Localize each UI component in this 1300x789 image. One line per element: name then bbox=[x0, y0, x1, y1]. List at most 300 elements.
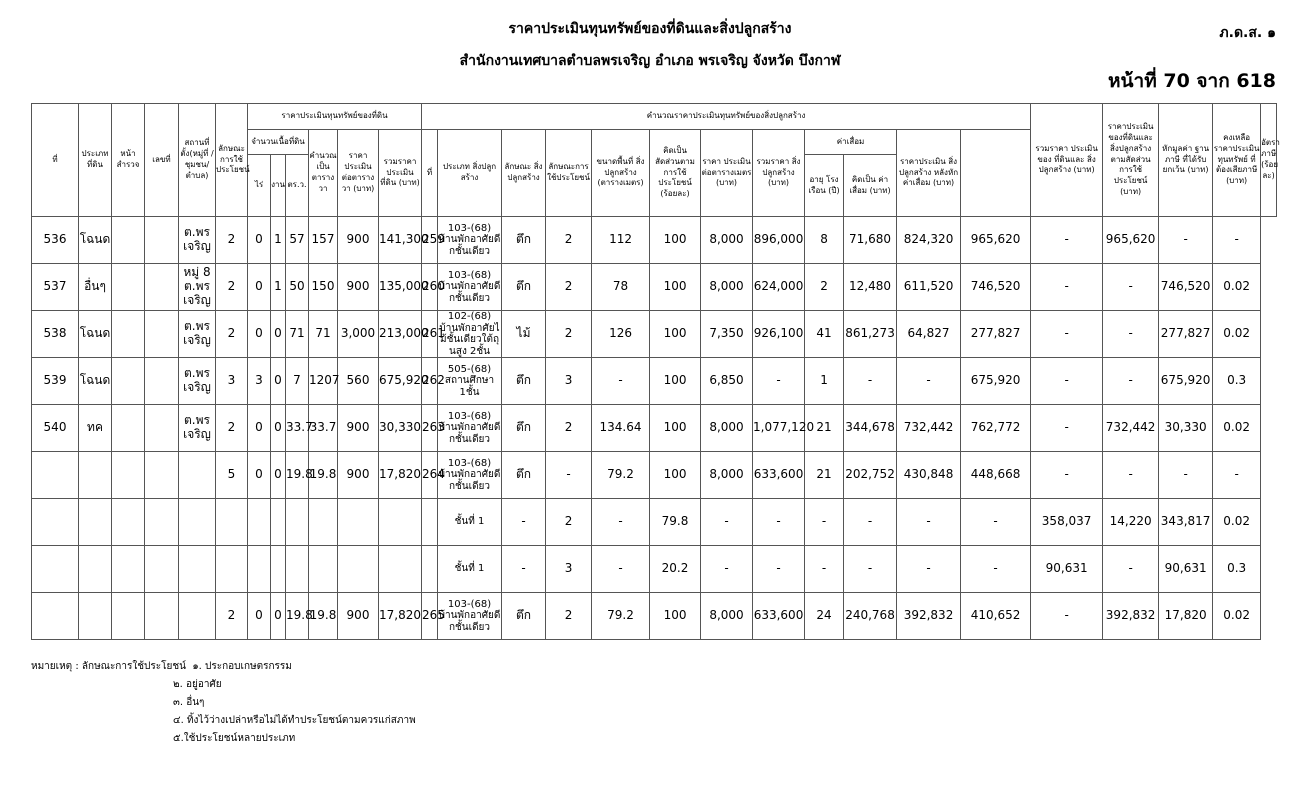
cell-tax-rate: 0.02 bbox=[1213, 593, 1261, 640]
cell-usage-percent: 79.8 bbox=[650, 499, 701, 546]
cell-rai: 0 bbox=[248, 452, 271, 499]
col-rai: ไร่ bbox=[248, 155, 271, 217]
cell-land-total: 675,920 bbox=[379, 358, 422, 405]
cell-price-per-sqwa: 900 bbox=[338, 217, 379, 264]
cell-rai: 0 bbox=[248, 593, 271, 640]
footnotes bbox=[31, 658, 416, 748]
cell-building-kind: ตึก bbox=[502, 452, 546, 499]
cell-usage-percent: 100 bbox=[650, 264, 701, 311]
cell-building-no: 261 bbox=[422, 311, 438, 358]
cell-land-total: 135,000 bbox=[379, 264, 422, 311]
cell-building-area: 112 bbox=[592, 217, 650, 264]
col-usage-percent: คิดเป็น สัดส่วนตาม การใช้ ประโยชน์ (ร้อยละ) bbox=[650, 130, 701, 217]
cell-price-per-sqwa: 900 bbox=[338, 452, 379, 499]
cell-no bbox=[32, 452, 79, 499]
table-row bbox=[32, 358, 1277, 405]
cell-ngan bbox=[271, 546, 286, 593]
cell-land-total bbox=[379, 499, 422, 546]
cell-grand-total: 448,668 bbox=[961, 452, 1031, 499]
col-deduction: หักมูลค่า ฐานภาษี ที่ได้รับ ยกเว้น (บาท) bbox=[1159, 104, 1213, 217]
col-building-kind: ลักษณะ สิ่งปลูกสร้าง bbox=[502, 130, 546, 217]
cell-taxable: 343,817 bbox=[1159, 499, 1213, 546]
cell-ngan bbox=[271, 499, 286, 546]
table-row bbox=[32, 405, 1277, 452]
cell-depreciation: 71,680 bbox=[844, 217, 897, 264]
page-number: หน้าที่ 70 จาก 618 bbox=[1108, 70, 1276, 92]
cell-wa bbox=[286, 499, 309, 546]
cell-usage-percent: 20.2 bbox=[650, 546, 701, 593]
cell-usage: 2 bbox=[216, 593, 248, 640]
cell-price-per-sqwa: 900 bbox=[338, 593, 379, 640]
cell-number bbox=[145, 499, 179, 546]
cell-building-kind: ตึก bbox=[502, 264, 546, 311]
cell-number bbox=[145, 593, 179, 640]
cell-survey-page bbox=[112, 546, 145, 593]
cell-usage: 2 bbox=[216, 264, 248, 311]
footnote-item: ๓. อื่นๆ bbox=[173, 697, 205, 708]
footnote-item: ๔. ทิ้งไว้ว่างเปล่าหรือไม่ได้ทำประโยชน์ตามควรแก่สภาพ bbox=[173, 715, 416, 726]
cell-rai: 0 bbox=[248, 405, 271, 452]
cell-usage-percent: 100 bbox=[650, 311, 701, 358]
cell-price-per-sqm: 7,350 bbox=[701, 311, 753, 358]
cell-rai bbox=[248, 499, 271, 546]
cell-building-no: 260 bbox=[422, 264, 438, 311]
cell-survey-page bbox=[112, 405, 145, 452]
col-wa: ตร.ว. bbox=[286, 155, 309, 217]
col-no: ที่ bbox=[32, 104, 79, 217]
cell-building-area: - bbox=[592, 546, 650, 593]
cell-building-total: 633,600 bbox=[753, 593, 805, 640]
cell-age: 21 bbox=[805, 452, 844, 499]
cell-usage bbox=[216, 499, 248, 546]
cell-building-no bbox=[422, 546, 438, 593]
cell-building-total: 896,000 bbox=[753, 217, 805, 264]
cell-building-usage: 2 bbox=[546, 311, 592, 358]
cell-wa bbox=[286, 546, 309, 593]
cell-building-usage: 2 bbox=[546, 499, 592, 546]
cell-building-kind: ตึก bbox=[502, 593, 546, 640]
cell-price-per-sqwa: 900 bbox=[338, 264, 379, 311]
cell-land-type bbox=[79, 593, 112, 640]
cell-ngan: 0 bbox=[271, 311, 286, 358]
col-land-total: รวมราคา ประเมิน ที่ดิน (บาท) bbox=[379, 130, 422, 217]
cell-tax-rate: 0.02 bbox=[1213, 311, 1261, 358]
col-price-per-sqwa: ราคา ประเมิน ต่อตารางวา (บาท) bbox=[338, 130, 379, 217]
cell-age: 1 bbox=[805, 358, 844, 405]
cell-number bbox=[145, 452, 179, 499]
cell-age: 2 bbox=[805, 264, 844, 311]
table-row bbox=[32, 311, 1277, 358]
cell-rai: 0 bbox=[248, 217, 271, 264]
cell-wa: 19.8 bbox=[286, 452, 309, 499]
cell-building-no: 264 bbox=[422, 452, 438, 499]
cell-number bbox=[145, 546, 179, 593]
document-title: ราคาประเมินทุนทรัพย์ของที่ดินและสิ่งปลูกสร้าง bbox=[508, 21, 792, 37]
cell-building-kind: - bbox=[502, 546, 546, 593]
cell-building-area: - bbox=[592, 499, 650, 546]
cell-price-per-sqwa: 900 bbox=[338, 405, 379, 452]
cell-location bbox=[179, 499, 216, 546]
cell-wa: 7 bbox=[286, 358, 309, 405]
cell-wa: 19.8 bbox=[286, 593, 309, 640]
cell-building-type: 103-(68) บ้านพักอาศัยดี กชั้นเดียว bbox=[438, 593, 502, 640]
cell-building-type: 103-(68) บ้านพักอาศัยดี กชั้นเดียว bbox=[438, 217, 502, 264]
col-taxable: คงเหลือ ราคาประเมิน ทุนทรัพย์ ที่ต้องเสียภาษี (บาท) bbox=[1213, 104, 1261, 217]
cell-survey-page bbox=[112, 264, 145, 311]
cell-no bbox=[32, 499, 79, 546]
footnote-item: ๕.ใช้ประโยชน์หลายประเภท bbox=[173, 733, 296, 744]
cell-building-net: 824,320 bbox=[897, 217, 961, 264]
cell-taxable: 746,520 bbox=[1159, 264, 1213, 311]
cell-no: 536 bbox=[32, 217, 79, 264]
cell-grand-total: - bbox=[961, 546, 1031, 593]
cell-age: 21 bbox=[805, 405, 844, 452]
cell-building-usage: 3 bbox=[546, 358, 592, 405]
cell-deduction: 14,220 bbox=[1103, 499, 1159, 546]
table-row bbox=[32, 593, 1277, 640]
cell-location bbox=[179, 546, 216, 593]
col-building-area: ขนาดพื้นที่ สิ่งปลูกสร้าง (ตารางเมตร) bbox=[592, 130, 650, 217]
cell-sqwa bbox=[309, 499, 338, 546]
cell-building-net: - bbox=[897, 499, 961, 546]
cell-price-per-sqm: - bbox=[701, 546, 753, 593]
cell-building-total: 624,000 bbox=[753, 264, 805, 311]
cell-land-total: 141,300 bbox=[379, 217, 422, 264]
col-depreciation: คิดเป็น ค่าเสื่อม (บาท) bbox=[844, 155, 897, 217]
cell-price-per-sqwa: 560 bbox=[338, 358, 379, 405]
col-land-type: ประเภท ที่ดิน bbox=[79, 104, 112, 217]
cell-ngan: 0 bbox=[271, 358, 286, 405]
cell-price-per-sqm: 6,850 bbox=[701, 358, 753, 405]
cell-building-type: 103-(68) บ้านพักอาศัยดี กชั้นเดียว bbox=[438, 452, 502, 499]
cell-building-usage: 2 bbox=[546, 405, 592, 452]
cell-building-net: 430,848 bbox=[897, 452, 961, 499]
table-row bbox=[32, 499, 1277, 546]
cell-land-type bbox=[79, 452, 112, 499]
col-building-net: ราคาประเมิน สิ่งปลูกสร้าง หลังหัก ค่าเสื่อม (บาท) bbox=[897, 130, 961, 217]
cell-ngan: 0 bbox=[271, 593, 286, 640]
cell-deduction: - bbox=[1103, 358, 1159, 405]
cell-tax-rate: 0.3 bbox=[1213, 546, 1261, 593]
cell-proportional-value: - bbox=[1031, 358, 1103, 405]
cell-proportional-value: - bbox=[1031, 452, 1103, 499]
cell-age: 41 bbox=[805, 311, 844, 358]
cell-number bbox=[145, 358, 179, 405]
cell-building-net: 64,827 bbox=[897, 311, 961, 358]
cell-land-type bbox=[79, 499, 112, 546]
footnote-item: ๒. อยู่อาศัย bbox=[173, 679, 222, 690]
cell-taxable: 17,820 bbox=[1159, 593, 1213, 640]
cell-proportional-value: - bbox=[1031, 405, 1103, 452]
cell-building-area: 134.64 bbox=[592, 405, 650, 452]
group-building-value: คำนวณราคาประเมินทุนทรัพย์ของสิ่งปลูกสร้าง bbox=[422, 104, 1031, 130]
cell-location bbox=[179, 452, 216, 499]
cell-location: ต.พร เจริญ bbox=[179, 358, 216, 405]
cell-age: - bbox=[805, 499, 844, 546]
cell-proportional-value: - bbox=[1031, 593, 1103, 640]
cell-building-usage: - bbox=[546, 452, 592, 499]
cell-building-total: 1,077,120 bbox=[753, 405, 805, 452]
form-code: ภ.ด.ส. ๑ bbox=[1219, 25, 1276, 41]
group-depreciation: ค่าเสื่อม bbox=[805, 130, 897, 155]
cell-age: 24 bbox=[805, 593, 844, 640]
cell-building-kind: ตึก bbox=[502, 217, 546, 264]
cell-deduction: - bbox=[1103, 452, 1159, 499]
cell-rai: 3 bbox=[248, 358, 271, 405]
col-age: อายุ โรงเรือน (ปี) bbox=[805, 155, 844, 217]
cell-building-kind: - bbox=[502, 499, 546, 546]
cell-grand-total: 746,520 bbox=[961, 264, 1031, 311]
col-usage: ลักษณะ การใช้ ประโยชน์ bbox=[216, 104, 248, 217]
cell-usage-percent: 100 bbox=[650, 358, 701, 405]
cell-usage: 2 bbox=[216, 405, 248, 452]
cell-tax-rate: 0.02 bbox=[1213, 499, 1261, 546]
cell-no bbox=[32, 593, 79, 640]
cell-land-type: โฉนด bbox=[79, 311, 112, 358]
cell-depreciation: - bbox=[844, 499, 897, 546]
cell-grand-total: - bbox=[961, 499, 1031, 546]
cell-price-per-sqm: - bbox=[701, 499, 753, 546]
cell-building-kind: ไม้ bbox=[502, 311, 546, 358]
col-grand-total: รวมราคา ประเมินของ ที่ดินและ สิ่งปลูกสร้าง (บาท) bbox=[1031, 104, 1103, 217]
cell-number bbox=[145, 264, 179, 311]
cell-depreciation: - bbox=[844, 546, 897, 593]
cell-depreciation: 240,768 bbox=[844, 593, 897, 640]
cell-age: 8 bbox=[805, 217, 844, 264]
cell-usage: 3 bbox=[216, 358, 248, 405]
cell-land-total: 17,820 bbox=[379, 593, 422, 640]
cell-no: 537 bbox=[32, 264, 79, 311]
cell-building-kind: ตึก bbox=[502, 358, 546, 405]
cell-building-type: ชั้นที่ 1 bbox=[438, 499, 502, 546]
col-location: สถานที่ ตั้ง(หมู่ที่ /ชุมชน/ ตำบล) bbox=[179, 104, 216, 217]
cell-land-type: โฉนด bbox=[79, 358, 112, 405]
assessment-table bbox=[31, 103, 1280, 640]
cell-taxable: 30,330 bbox=[1159, 405, 1213, 452]
table-row bbox=[32, 452, 1277, 499]
col-building-total: รวมราคา สิ่งปลูกสร้าง (บาท) bbox=[753, 130, 805, 217]
group-land-area: จำนวนเนื้อที่ดิน bbox=[248, 130, 309, 155]
cell-depreciation: 344,678 bbox=[844, 405, 897, 452]
cell-location: ต.พร เจริญ bbox=[179, 217, 216, 264]
cell-building-total: - bbox=[753, 499, 805, 546]
cell-building-no: 259 bbox=[422, 217, 438, 264]
cell-sqwa: 157 bbox=[309, 217, 338, 264]
cell-rai: 0 bbox=[248, 264, 271, 311]
cell-depreciation: 861,273 bbox=[844, 311, 897, 358]
cell-usage-percent: 100 bbox=[650, 217, 701, 264]
cell-number bbox=[145, 311, 179, 358]
cell-building-no bbox=[422, 499, 438, 546]
cell-usage-percent: 100 bbox=[650, 452, 701, 499]
group-land-value: ราคาประเมินทุนทรัพย์ของที่ดิน bbox=[248, 104, 422, 130]
cell-price-per-sqm: 8,000 bbox=[701, 405, 753, 452]
cell-tax-rate: 0.02 bbox=[1213, 264, 1261, 311]
cell-building-total: 926,100 bbox=[753, 311, 805, 358]
footnote-item: ๑. ประกอบเกษตรกรรม bbox=[192, 661, 292, 672]
cell-building-net: 392,832 bbox=[897, 593, 961, 640]
cell-usage: 2 bbox=[216, 311, 248, 358]
cell-ngan: 1 bbox=[271, 264, 286, 311]
cell-building-no: 263 bbox=[422, 405, 438, 452]
cell-building-type: 103-(68) บ้านพักอาศัยดี กชั้นเดียว bbox=[438, 405, 502, 452]
cell-land-type: โฉนด bbox=[79, 217, 112, 264]
cell-usage-percent: 100 bbox=[650, 593, 701, 640]
col-price-per-sqm: ราคา ประเมิน ต่อตารางเมตร (บาท) bbox=[701, 130, 753, 217]
cell-tax-rate: - bbox=[1213, 217, 1261, 264]
cell-survey-page bbox=[112, 311, 145, 358]
cell-wa: 50 bbox=[286, 264, 309, 311]
cell-tax-rate: - bbox=[1213, 452, 1261, 499]
cell-no: 539 bbox=[32, 358, 79, 405]
cell-wa: 33.7 bbox=[286, 405, 309, 452]
cell-building-net: - bbox=[897, 358, 961, 405]
cell-ngan: 0 bbox=[271, 405, 286, 452]
cell-land-type bbox=[79, 546, 112, 593]
cell-building-area: 78 bbox=[592, 264, 650, 311]
cell-depreciation: - bbox=[844, 358, 897, 405]
cell-wa: 71 bbox=[286, 311, 309, 358]
cell-survey-page bbox=[112, 358, 145, 405]
cell-land-type: ทค bbox=[79, 405, 112, 452]
cell-ngan: 0 bbox=[271, 452, 286, 499]
cell-land-total: 30,330 bbox=[379, 405, 422, 452]
cell-price-per-sqm: 8,000 bbox=[701, 264, 753, 311]
cell-sqwa: 19.8 bbox=[309, 593, 338, 640]
cell-building-no: 262 bbox=[422, 358, 438, 405]
cell-location: หมู่ 8 ต.พร เจริญ bbox=[179, 264, 216, 311]
col-ngan: งาน bbox=[271, 155, 286, 217]
cell-location: ต.พร เจริญ bbox=[179, 405, 216, 452]
cell-deduction: - bbox=[1103, 264, 1159, 311]
cell-sqwa: 19.8 bbox=[309, 452, 338, 499]
cell-building-area: - bbox=[592, 358, 650, 405]
cell-building-area: 126 bbox=[592, 311, 650, 358]
cell-usage: 5 bbox=[216, 452, 248, 499]
cell-taxable: - bbox=[1159, 217, 1213, 264]
cell-survey-page bbox=[112, 499, 145, 546]
cell-grand-total: 675,920 bbox=[961, 358, 1031, 405]
cell-usage bbox=[216, 546, 248, 593]
cell-taxable: - bbox=[1159, 452, 1213, 499]
cell-deduction: - bbox=[1103, 311, 1159, 358]
cell-number bbox=[145, 217, 179, 264]
cell-no bbox=[32, 546, 79, 593]
cell-proportional-value: - bbox=[1031, 264, 1103, 311]
cell-rai bbox=[248, 546, 271, 593]
cell-price-per-sqwa: 3,000 bbox=[338, 311, 379, 358]
cell-land-total: 17,820 bbox=[379, 452, 422, 499]
cell-building-no: 265 bbox=[422, 593, 438, 640]
cell-sqwa bbox=[309, 546, 338, 593]
cell-rai: 0 bbox=[248, 311, 271, 358]
cell-grand-total: 410,652 bbox=[961, 593, 1031, 640]
cell-age: - bbox=[805, 546, 844, 593]
col-sqwa: คำนวณ เป็น ตารางวา bbox=[309, 130, 338, 217]
cell-price-per-sqwa bbox=[338, 499, 379, 546]
cell-land-type: อื่นๆ bbox=[79, 264, 112, 311]
cell-survey-page bbox=[112, 452, 145, 499]
col-building-type: ประเภท สิ่งปลูกสร้าง bbox=[438, 130, 502, 217]
cell-proportional-value: - bbox=[1031, 311, 1103, 358]
cell-taxable: 277,827 bbox=[1159, 311, 1213, 358]
col-survey-page: หน้า สำรวจ bbox=[112, 104, 145, 217]
cell-location bbox=[179, 593, 216, 640]
cell-building-total: - bbox=[753, 358, 805, 405]
cell-no: 538 bbox=[32, 311, 79, 358]
cell-building-area: 79.2 bbox=[592, 593, 650, 640]
cell-taxable: 90,631 bbox=[1159, 546, 1213, 593]
col-number: เลขที่ bbox=[145, 104, 179, 217]
cell-sqwa: 1207 bbox=[309, 358, 338, 405]
cell-land-total bbox=[379, 546, 422, 593]
cell-building-type: 103-(68) บ้านพักอาศัยดี กชั้นเดียว bbox=[438, 264, 502, 311]
cell-building-usage: 3 bbox=[546, 546, 592, 593]
cell-depreciation: 202,752 bbox=[844, 452, 897, 499]
cell-proportional-value: 90,631 bbox=[1031, 546, 1103, 593]
cell-proportional-value: 358,037 bbox=[1031, 499, 1103, 546]
cell-usage: 2 bbox=[216, 217, 248, 264]
cell-building-usage: 2 bbox=[546, 264, 592, 311]
cell-tax-rate: 0.3 bbox=[1213, 358, 1261, 405]
cell-depreciation: 12,480 bbox=[844, 264, 897, 311]
cell-tax-rate: 0.02 bbox=[1213, 405, 1261, 452]
cell-sqwa: 71 bbox=[309, 311, 338, 358]
cell-sqwa: 33.7 bbox=[309, 405, 338, 452]
cell-number bbox=[145, 405, 179, 452]
cell-building-usage: 2 bbox=[546, 217, 592, 264]
cell-building-type: 102-(68) บ้านพักอาศัยไ ม้ชั้นเดียวใต้ถุ นสูง 2ชั้น bbox=[439, 311, 500, 357]
cell-building-type: ชั้นที่ 1 bbox=[438, 546, 502, 593]
cell-proportional-value: - bbox=[1031, 217, 1103, 264]
cell-grand-total: 965,620 bbox=[961, 217, 1031, 264]
cell-price-per-sqm: 8,000 bbox=[701, 217, 753, 264]
cell-grand-total: 762,772 bbox=[961, 405, 1031, 452]
col-building-usage: ลักษณะการ ใช้ประโยชน์ bbox=[546, 130, 592, 217]
cell-deduction: 965,620 bbox=[1103, 217, 1159, 264]
cell-building-net: 732,442 bbox=[897, 405, 961, 452]
cell-building-area: 79.2 bbox=[592, 452, 650, 499]
footnote-label: หมายเหตุ : ลักษณะการใช้ประโยชน์ bbox=[31, 661, 186, 672]
document-subtitle: สำนักงานเทศบาลตำบลพรเจริญ อำเภอ พรเจริญ จังหวัด บึงกาฬ bbox=[459, 53, 841, 69]
cell-survey-page bbox=[112, 593, 145, 640]
cell-taxable: 675,920 bbox=[1159, 358, 1213, 405]
cell-sqwa: 150 bbox=[309, 264, 338, 311]
cell-price-per-sqm: 8,000 bbox=[701, 452, 753, 499]
table-row bbox=[32, 546, 1277, 593]
cell-ngan: 1 bbox=[271, 217, 286, 264]
cell-deduction: - bbox=[1103, 546, 1159, 593]
cell-deduction: 392,832 bbox=[1103, 593, 1159, 640]
cell-building-total: - bbox=[753, 546, 805, 593]
cell-building-type: 505-(68) สถานศึกษา 1ชั้น bbox=[438, 358, 502, 405]
col-tax-rate: อัตราภาษี (ร้อยละ) bbox=[1261, 104, 1277, 217]
cell-survey-page bbox=[112, 217, 145, 264]
cell-building-usage: 2 bbox=[546, 593, 592, 640]
table-row bbox=[32, 217, 1277, 264]
cell-wa: 57 bbox=[286, 217, 309, 264]
cell-price-per-sqm: 8,000 bbox=[701, 593, 753, 640]
cell-land-total: 213,000 bbox=[379, 311, 422, 358]
col-building-no: ที่ bbox=[422, 130, 438, 217]
cell-building-total: 633,600 bbox=[753, 452, 805, 499]
cell-usage-percent: 100 bbox=[650, 405, 701, 452]
cell-no: 540 bbox=[32, 405, 79, 452]
table-row bbox=[32, 264, 1277, 311]
cell-grand-total: 277,827 bbox=[961, 311, 1031, 358]
cell-deduction: 732,442 bbox=[1103, 405, 1159, 452]
cell-location: ต.พร เจริญ bbox=[179, 311, 216, 358]
